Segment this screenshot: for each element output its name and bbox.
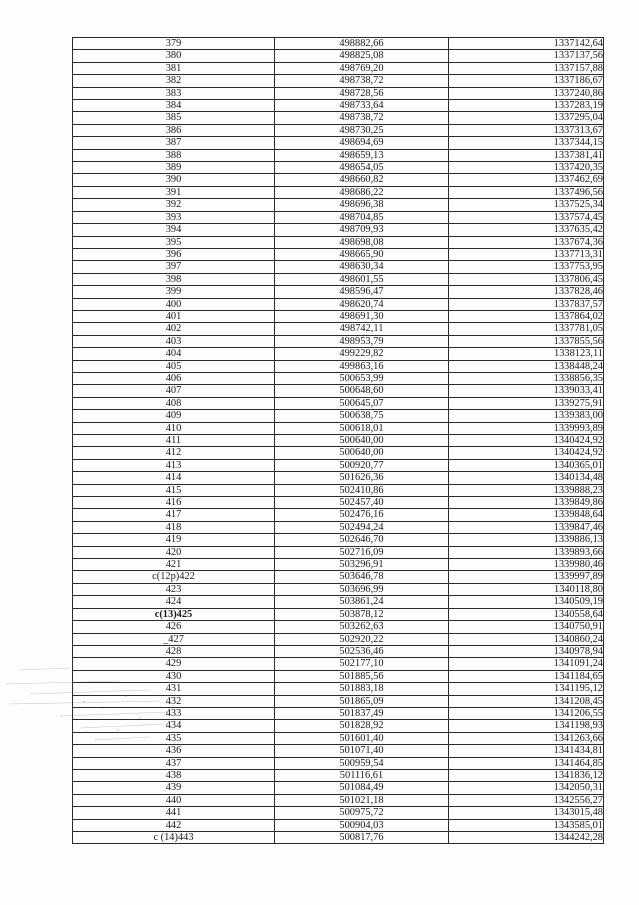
y-coordinate-cell: 1337496,56 [449, 186, 604, 198]
x-coordinate-cell: 503296,91 [275, 559, 449, 571]
point-number-cell: 379 [73, 38, 275, 50]
y-coordinate-cell: 1340558,64 [449, 608, 604, 620]
point-number-cell: 436 [73, 745, 275, 757]
y-coordinate-cell: 1337753,95 [449, 261, 604, 273]
x-coordinate-cell: 498601,55 [275, 273, 449, 285]
x-coordinate-cell: 501084,49 [275, 782, 449, 794]
point-number-cell: 419 [73, 534, 275, 546]
table-row [73, 199, 604, 211]
y-coordinate-cell: 1337713,31 [449, 248, 604, 260]
table-row [73, 707, 604, 719]
table-row [73, 683, 604, 695]
point-number-cell: 433 [73, 707, 275, 719]
table-row [73, 658, 604, 670]
y-coordinate-cell: 1339849,86 [449, 497, 604, 509]
table-row [73, 583, 604, 595]
point-number-cell: 394 [73, 224, 275, 236]
x-coordinate-cell: 498691,30 [275, 310, 449, 322]
table-row [73, 497, 604, 509]
table-row [73, 397, 604, 409]
table-row [73, 695, 604, 707]
table-row [73, 832, 604, 844]
y-coordinate-cell: 1340750,91 [449, 621, 604, 633]
y-coordinate-cell: 1340118,80 [449, 583, 604, 595]
x-coordinate-cell: 498825,08 [275, 50, 449, 62]
x-coordinate-cell: 500975,72 [275, 807, 449, 819]
x-coordinate-cell: 498742,11 [275, 323, 449, 335]
point-number-cell: 442 [73, 819, 275, 831]
table-row [73, 261, 604, 273]
point-number-cell: 381 [73, 62, 275, 74]
point-number-cell: 414 [73, 472, 275, 484]
y-coordinate-cell: 1337157,88 [449, 62, 604, 74]
table-row [73, 360, 604, 372]
point-number-cell: 440 [73, 794, 275, 806]
point-number-cell: 439 [73, 782, 275, 794]
table-row [73, 794, 604, 806]
point-number-cell: 434 [73, 720, 275, 732]
y-coordinate-cell: 1337186,67 [449, 75, 604, 87]
x-coordinate-cell: 501828,92 [275, 720, 449, 732]
point-number-cell: 386 [73, 124, 275, 136]
coordinates-table [72, 37, 604, 844]
x-coordinate-cell: 501837,49 [275, 707, 449, 719]
coordinates-table-body [73, 38, 604, 844]
y-coordinate-cell: 1337142,64 [449, 38, 604, 50]
x-coordinate-cell: 498733,64 [275, 100, 449, 112]
x-coordinate-cell: 498738,72 [275, 75, 449, 87]
point-number-cell: 383 [73, 87, 275, 99]
point-number-cell: 429 [73, 658, 275, 670]
y-coordinate-cell: 1337313,67 [449, 124, 604, 136]
point-number-cell: 384 [73, 100, 275, 112]
point-number-cell: 418 [73, 521, 275, 533]
x-coordinate-cell: 501626,36 [275, 472, 449, 484]
point-number-cell: 397 [73, 261, 275, 273]
point-number-cell: 390 [73, 174, 275, 186]
x-coordinate-cell: 503646,78 [275, 571, 449, 583]
y-coordinate-cell: 1337525,34 [449, 199, 604, 211]
point-number-cell: 389 [73, 162, 275, 174]
y-coordinate-cell: 1338856,35 [449, 372, 604, 384]
table-row [73, 670, 604, 682]
x-coordinate-cell: 499229,82 [275, 348, 449, 360]
table-row [73, 447, 604, 459]
y-coordinate-cell: 1341195,12 [449, 683, 604, 695]
table-row [73, 224, 604, 236]
y-coordinate-cell: 1341836,12 [449, 769, 604, 781]
x-coordinate-cell: 502494,24 [275, 521, 449, 533]
y-coordinate-cell: 1337828,46 [449, 286, 604, 298]
y-coordinate-cell: 1341198,93 [449, 720, 604, 732]
point-number-cell: 395 [73, 236, 275, 248]
table-row [73, 732, 604, 744]
table-row [73, 608, 604, 620]
y-coordinate-cell: 1339383,00 [449, 410, 604, 422]
y-coordinate-cell: 1337381,41 [449, 149, 604, 161]
x-coordinate-cell: 498596,47 [275, 286, 449, 298]
x-coordinate-cell: 498728,56 [275, 87, 449, 99]
point-number-cell: 388 [73, 149, 275, 161]
point-number-cell: 415 [73, 484, 275, 496]
y-coordinate-cell: 1339993,89 [449, 422, 604, 434]
x-coordinate-cell: 498769,20 [275, 62, 449, 74]
y-coordinate-cell: 1339888,23 [449, 484, 604, 496]
table-row [73, 819, 604, 831]
y-coordinate-cell: 1341091,24 [449, 658, 604, 670]
y-coordinate-cell: 1341263,66 [449, 732, 604, 744]
point-number-cell: 431 [73, 683, 275, 695]
table-row [73, 435, 604, 447]
table-row [73, 621, 604, 633]
y-coordinate-cell: 1340424,92 [449, 447, 604, 459]
table-row [73, 372, 604, 384]
y-coordinate-cell: 1337674,36 [449, 236, 604, 248]
x-coordinate-cell: 501601,40 [275, 732, 449, 744]
point-number-cell: 426 [73, 621, 275, 633]
x-coordinate-cell: 500645,07 [275, 397, 449, 409]
x-coordinate-cell: 502177,10 [275, 658, 449, 670]
x-coordinate-cell: 498654,05 [275, 162, 449, 174]
x-coordinate-cell: 498620,74 [275, 298, 449, 310]
x-coordinate-cell: 502457,40 [275, 497, 449, 509]
y-coordinate-cell: 1337781,05 [449, 323, 604, 335]
table-row [73, 174, 604, 186]
x-coordinate-cell: 501021,18 [275, 794, 449, 806]
table-row [73, 310, 604, 322]
x-coordinate-cell: 502536,46 [275, 645, 449, 657]
table-row [73, 571, 604, 583]
y-coordinate-cell: 1337295,04 [449, 112, 604, 124]
point-number-cell: 391 [73, 186, 275, 198]
table-row [73, 38, 604, 50]
x-coordinate-cell: 498665,90 [275, 248, 449, 260]
point-number-cell: 382 [73, 75, 275, 87]
table-row [73, 596, 604, 608]
table-row [73, 769, 604, 781]
table-row [73, 348, 604, 360]
x-coordinate-cell: 498686,22 [275, 186, 449, 198]
y-coordinate-cell: 1339847,46 [449, 521, 604, 533]
point-number-cell: 441 [73, 807, 275, 819]
table-row [73, 546, 604, 558]
y-coordinate-cell: 1339848,64 [449, 509, 604, 521]
y-coordinate-cell: 1337864,02 [449, 310, 604, 322]
y-coordinate-cell: 1337635,42 [449, 224, 604, 236]
table-row [73, 559, 604, 571]
y-coordinate-cell: 1337420,35 [449, 162, 604, 174]
x-coordinate-cell: 500817,76 [275, 832, 449, 844]
table-row [73, 472, 604, 484]
point-number-cell: 416 [73, 497, 275, 509]
table-row [73, 248, 604, 260]
x-coordinate-cell: 498698,08 [275, 236, 449, 248]
x-coordinate-cell: 500640,00 [275, 447, 449, 459]
table-row [73, 62, 604, 74]
y-coordinate-cell: 1342050,31 [449, 782, 604, 794]
x-coordinate-cell: 502476,16 [275, 509, 449, 521]
x-coordinate-cell: 500904,03 [275, 819, 449, 831]
y-coordinate-cell: 1340509,19 [449, 596, 604, 608]
table-row [73, 410, 604, 422]
point-number-cell: 408 [73, 397, 275, 409]
y-coordinate-cell: 1337344,15 [449, 137, 604, 149]
table-row [73, 211, 604, 223]
y-coordinate-cell: 1340978,94 [449, 645, 604, 657]
y-coordinate-cell: 1337837,57 [449, 298, 604, 310]
x-coordinate-cell: 501885,56 [275, 670, 449, 682]
x-coordinate-cell: 498953,79 [275, 335, 449, 347]
point-number-cell: 438 [73, 769, 275, 781]
table-row [73, 323, 604, 335]
table-row [73, 459, 604, 471]
y-coordinate-cell: 1341208,45 [449, 695, 604, 707]
x-coordinate-cell: 498709,93 [275, 224, 449, 236]
table-row [73, 534, 604, 546]
y-coordinate-cell: 1340424,92 [449, 435, 604, 447]
table-row [73, 100, 604, 112]
point-number-cell: 417 [73, 509, 275, 521]
x-coordinate-cell: 498730,25 [275, 124, 449, 136]
point-number-cell: с(13)425 [73, 608, 275, 620]
x-coordinate-cell: 501116,61 [275, 769, 449, 781]
point-number-cell: 412 [73, 447, 275, 459]
point-number-cell: 407 [73, 385, 275, 397]
x-coordinate-cell: 503262,63 [275, 621, 449, 633]
table-row [73, 521, 604, 533]
table-row [73, 286, 604, 298]
table-row [73, 273, 604, 285]
y-coordinate-cell: 1342556,27 [449, 794, 604, 806]
y-coordinate-cell: 1339997,89 [449, 571, 604, 583]
table-row [73, 50, 604, 62]
point-number-cell: 430 [73, 670, 275, 682]
table-row [73, 509, 604, 521]
point-number-cell: 392 [73, 199, 275, 211]
table-row [73, 124, 604, 136]
y-coordinate-cell: 1340365,01 [449, 459, 604, 471]
y-coordinate-cell: 1339886,13 [449, 534, 604, 546]
y-coordinate-cell: 1339033,41 [449, 385, 604, 397]
y-coordinate-cell: 1340860,24 [449, 633, 604, 645]
y-coordinate-cell: 1337574,45 [449, 211, 604, 223]
point-number-cell: 423 [73, 583, 275, 595]
table-row [73, 645, 604, 657]
table-row [73, 87, 604, 99]
y-coordinate-cell: 1343585,01 [449, 819, 604, 831]
y-coordinate-cell: 1337806,45 [449, 273, 604, 285]
table-row [73, 137, 604, 149]
y-coordinate-cell: 1341184,65 [449, 670, 604, 682]
x-coordinate-cell: 498738,72 [275, 112, 449, 124]
point-number-cell: 403 [73, 335, 275, 347]
x-coordinate-cell: 502920,22 [275, 633, 449, 645]
x-coordinate-cell: 501883,18 [275, 683, 449, 695]
y-coordinate-cell: 1340134,48 [449, 472, 604, 484]
point-number-cell: 435 [73, 732, 275, 744]
point-number-cell: 421 [73, 559, 275, 571]
point-number-cell: 432 [73, 695, 275, 707]
table-row [73, 149, 604, 161]
x-coordinate-cell: 498696,38 [275, 199, 449, 211]
point-number-cell: с(12р)422 [73, 571, 275, 583]
point-number-cell: 380 [73, 50, 275, 62]
table-row [73, 335, 604, 347]
point-number-cell: 404 [73, 348, 275, 360]
point-number-cell: 396 [73, 248, 275, 260]
table-row [73, 807, 604, 819]
point-number-cell: 406 [73, 372, 275, 384]
x-coordinate-cell: 500920,77 [275, 459, 449, 471]
table-row [73, 633, 604, 645]
y-coordinate-cell: 1337137,56 [449, 50, 604, 62]
point-number-cell: 400 [73, 298, 275, 310]
x-coordinate-cell: 502646,70 [275, 534, 449, 546]
point-number-cell: 387 [73, 137, 275, 149]
point-number-cell: 437 [73, 757, 275, 769]
point-number-cell: 411 [73, 435, 275, 447]
x-coordinate-cell: 502716,09 [275, 546, 449, 558]
x-coordinate-cell: 500653,99 [275, 372, 449, 384]
point-number-cell: 385 [73, 112, 275, 124]
x-coordinate-cell: 498882,66 [275, 38, 449, 50]
x-coordinate-cell: 503861,24 [275, 596, 449, 608]
table-row [73, 162, 604, 174]
table-row [73, 75, 604, 87]
x-coordinate-cell: 503696,99 [275, 583, 449, 595]
y-coordinate-cell: 1338448,24 [449, 360, 604, 372]
y-coordinate-cell: 1337240,86 [449, 87, 604, 99]
y-coordinate-cell: 1339980,46 [449, 559, 604, 571]
y-coordinate-cell: 1339275,91 [449, 397, 604, 409]
table-row [73, 298, 604, 310]
x-coordinate-cell: 498630,34 [275, 261, 449, 273]
point-number-cell: 428 [73, 645, 275, 657]
y-coordinate-cell: 1341206,55 [449, 707, 604, 719]
table-row [73, 236, 604, 248]
y-coordinate-cell: 1344242,28 [449, 832, 604, 844]
point-number-cell: 424 [73, 596, 275, 608]
y-coordinate-cell: 1337462,69 [449, 174, 604, 186]
y-coordinate-cell: 1337855,56 [449, 335, 604, 347]
x-coordinate-cell: 500618,01 [275, 422, 449, 434]
x-coordinate-cell: 501865,09 [275, 695, 449, 707]
x-coordinate-cell: 502410,86 [275, 484, 449, 496]
table-row [73, 720, 604, 732]
x-coordinate-cell: 498659,13 [275, 149, 449, 161]
point-number-cell: 413 [73, 459, 275, 471]
y-coordinate-cell: 1341434,81 [449, 745, 604, 757]
x-coordinate-cell: 501071,40 [275, 745, 449, 757]
point-number-cell: 399 [73, 286, 275, 298]
y-coordinate-cell: 1339893,66 [449, 546, 604, 558]
point-number-cell: 420 [73, 546, 275, 558]
x-coordinate-cell: 499863,16 [275, 360, 449, 372]
point-number-cell: с (14)443 [73, 832, 275, 844]
table-row [73, 422, 604, 434]
x-coordinate-cell: 500959,54 [275, 757, 449, 769]
point-number-cell: 393 [73, 211, 275, 223]
point-number-cell: 405 [73, 360, 275, 372]
x-coordinate-cell: 498660,82 [275, 174, 449, 186]
table-row [73, 186, 604, 198]
point-number-cell: _427 [73, 633, 275, 645]
x-coordinate-cell: 500648,60 [275, 385, 449, 397]
point-number-cell: 398 [73, 273, 275, 285]
table-row [73, 385, 604, 397]
table-row [73, 757, 604, 769]
y-coordinate-cell: 1343015,48 [449, 807, 604, 819]
x-coordinate-cell: 498694,69 [275, 137, 449, 149]
y-coordinate-cell: 1341464,85 [449, 757, 604, 769]
point-number-cell: 401 [73, 310, 275, 322]
y-coordinate-cell: 1338123,11 [449, 348, 604, 360]
table-row [73, 745, 604, 757]
x-coordinate-cell: 500640,00 [275, 435, 449, 447]
point-number-cell: 409 [73, 410, 275, 422]
table-row [73, 112, 604, 124]
table-row [73, 782, 604, 794]
x-coordinate-cell: 503878,12 [275, 608, 449, 620]
point-number-cell: 402 [73, 323, 275, 335]
x-coordinate-cell: 500638,75 [275, 410, 449, 422]
x-coordinate-cell: 498704,85 [275, 211, 449, 223]
table-row [73, 484, 604, 496]
point-number-cell: 410 [73, 422, 275, 434]
y-coordinate-cell: 1337283,19 [449, 100, 604, 112]
